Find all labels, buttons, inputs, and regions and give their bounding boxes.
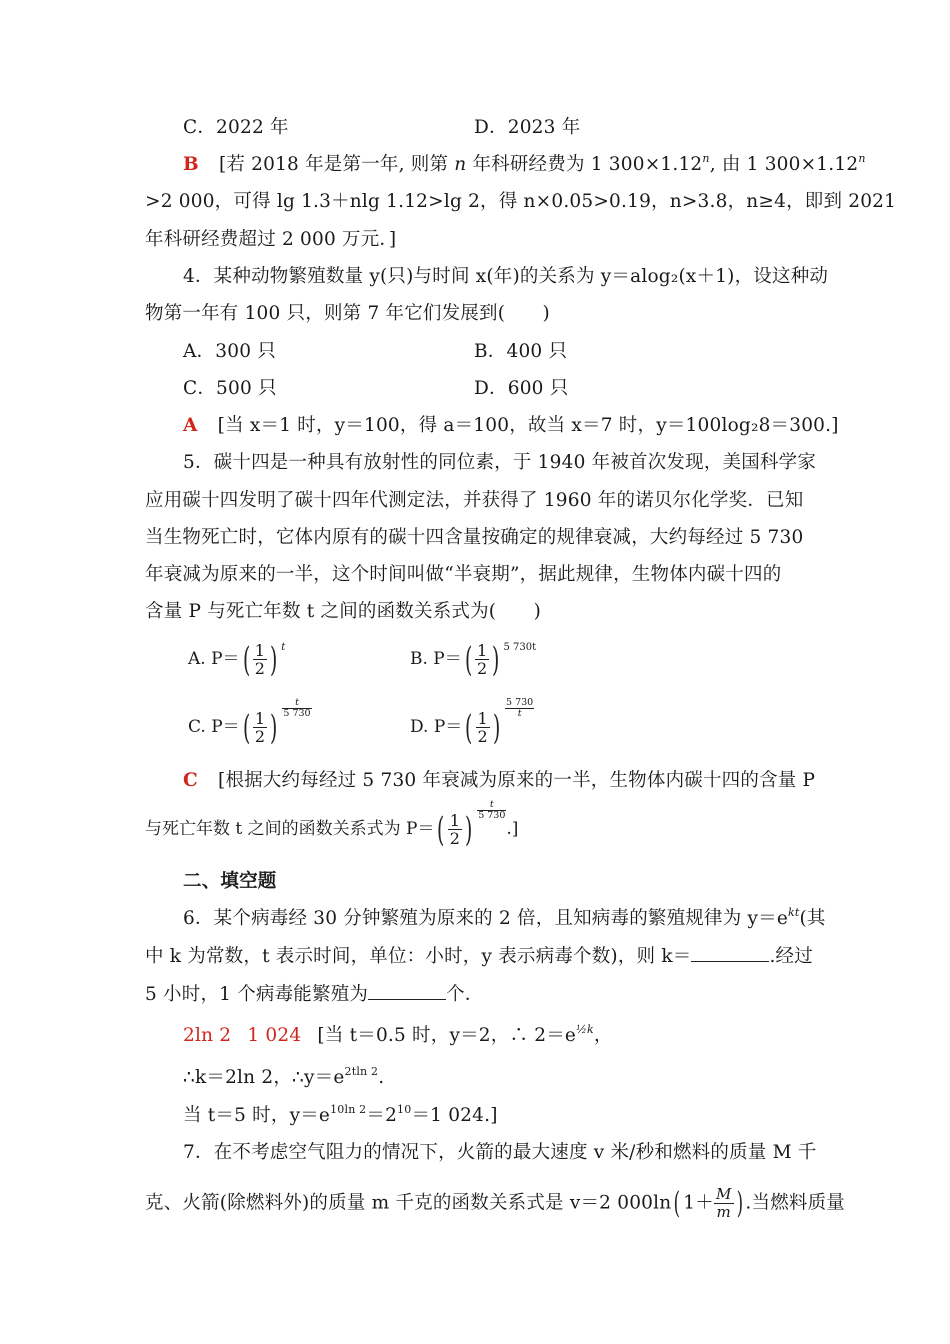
q5-option-c: C. P＝( $\frac{1}{2}$ ) $\frac{t}{5 730}$ <box>188 697 311 748</box>
fill-blank <box>368 981 446 1000</box>
answer-text: 年科研经费为 1 300×1.12 <box>466 154 703 175</box>
answer-text: [当 x＝1 时，y＝100，得 a＝100，故当 x＝7 时，y＝100log₂8＝300.] <box>217 415 839 436</box>
fraction: $\frac{1}{2}$ <box>254 641 265 678</box>
exponent-fraction: $\frac{5 730}{t}$ <box>506 697 534 719</box>
q6-answer-line3: 当 t＝5 时，$y=e^{10ln 2}=2^{10}=1$ 024.] <box>183 1103 498 1126</box>
q4-answer <box>183 413 839 439</box>
answer-var: n <box>454 154 467 175</box>
section-title: 二、填空题 <box>183 871 277 892</box>
q6-answer-line2: ∴k＝2ln 2，$\therefore y=e^{2tln 2}$. <box>183 1065 385 1088</box>
answer-letter: B <box>183 154 199 175</box>
q7-stem-line2: 克、火箭(除燃料外)的质量 m 千克的函数关系式是 v＝2 000ln( 1＋ $\frac{M}{m}$ ) .当燃料质量 <box>145 1185 846 1221</box>
q5-answer-line1 <box>183 768 815 794</box>
q4-option-d: D．600 只 <box>474 378 569 399</box>
answer-text: [根据大约每经过 5 730 年衰减为原来的一半，生物体内碳十四的含量 P <box>218 770 816 791</box>
option-label: C. P＝ <box>188 717 240 737</box>
option-label: B. P＝ <box>410 649 462 669</box>
fraction: $\frac{1}{2}$ <box>477 709 488 746</box>
option-label: A. P＝ <box>188 649 240 669</box>
q3-answer-line1 <box>183 152 866 178</box>
q5-stem-line3: 当生物死亡时，它体内原有的碳十四含量按确定的规律衰减，大约每经过 5 730 <box>145 527 804 548</box>
answer-text: , 由 1 300×1.12 <box>709 154 859 175</box>
answer-letter: A <box>183 415 198 436</box>
answer-text: [若 2018 年是第一年, 则第 <box>218 154 455 175</box>
answer-value: 2ln 2 <box>183 1025 232 1046</box>
answer-exponent: n <box>858 152 866 165</box>
q6-stem-line1: 6．某个病毒经 30 分钟繁殖为原来的 2 倍，且知病毒的繁殖规律为 $y=e^{kt}$(其 <box>183 906 826 929</box>
q6-stem-line3: 5 小时，1 个病毒能繁殖为 个． <box>145 981 484 1008</box>
q4-option-c: C．500 只 <box>183 378 277 399</box>
fraction: $\frac{1}{2}$ <box>254 709 266 746</box>
q5-stem-line2: 应用碳十四发明了碳十四年代测定法，并获得了 1960 年的诺贝尔化学奖．已知 <box>145 490 804 511</box>
answer-exponent: n <box>702 152 710 165</box>
q4-stem-line2: 物第一年有 100 只，则第 7 年它们发展到( ) <box>145 303 550 324</box>
answer-value: 1 024 <box>247 1025 302 1046</box>
q7-stem-line1: 7．在不考虑空气阻力的情况下，火箭的最大速度 v 米/秒和燃料的质量 M 千 <box>183 1142 817 1163</box>
q5-stem-line4: 年衰减为原来的一半，这个时间叫做“半衰期”，据此规律，生物体内碳十四的 <box>145 564 782 585</box>
q4-option-a: A．300 只 <box>183 341 276 362</box>
fraction: $\frac{M}{m}$ <box>715 1185 732 1221</box>
fraction: $\frac{1}{2}$ <box>449 811 460 848</box>
answer-text: .] <box>506 819 519 839</box>
q6-answer-line1: 2ln 2 1 024 [当 t＝0.5 时，y＝2，∴ $2=e^{\frac{1}{2}k}$， <box>183 1023 613 1046</box>
q5-stem-line5: 含量 P 与死亡年数 t 之间的函数关系式为( ) <box>145 601 542 622</box>
q5-option-b: B. P＝( $\frac{1}{2}$ ) $^{5 730t}$ <box>410 639 537 680</box>
answer-letter: C <box>183 770 198 791</box>
q6-stem-line2: 中 k 为常数，t 表示时间，单位：小时，y 表示病毒个数)，则 k＝ .经过 <box>145 943 813 970</box>
exponent: t <box>281 642 286 653</box>
q3-answer-line3: 年科研经费超过 2 000 万元．] <box>145 229 397 250</box>
exponent: 2tln 2 <box>344 1065 379 1078</box>
q4-option-b: B．400 只 <box>474 341 568 362</box>
q4-stem-line1: 4．某种动物繁殖数量 y(只)与时间 x(年)的关系为 y＝alog₂(x＋1)，设这种动 <box>183 266 829 287</box>
option-label: D. P＝ <box>410 717 463 737</box>
q3-option-c: C．2022 年 <box>183 117 289 138</box>
exponent: 10 <box>397 1103 412 1116</box>
exponent: ½k <box>576 1023 594 1036</box>
answer-text: [当 t＝0.5 时，y＝2，∴ 2＝e <box>317 1025 577 1046</box>
q5-stem-line1: 5．碳十四是一种具有放射性的同位素，于 1940 年被首次发现，美国科学家 <box>183 452 817 473</box>
exponent: kt <box>788 906 800 919</box>
exponent: 5 730t <box>503 642 537 653</box>
q5-option-a: A. P＝( $\frac{1}{2}$ ) $^t$ <box>188 639 286 680</box>
q5-option-d: D. P＝( $\frac{1}{2}$ ) $\frac{5 730}{t}$ <box>410 697 534 748</box>
q3-option-d: D．2023 年 <box>474 117 581 138</box>
q3-answer-line2: >2 000，可得 lg 1.3＋nlg 1.12>lg 2，得 n×0.05>0.19，n>3.8，n≥4，即到 2021 <box>145 191 897 212</box>
fill-blank <box>691 943 769 962</box>
exponent: 10ln 2 <box>330 1103 367 1116</box>
fraction: $\frac{1}{2}$ <box>477 641 488 678</box>
answer-text: 与死亡年数 t 之间的函数关系式为 P＝ <box>145 819 435 839</box>
exponent-fraction: $\frac{t}{5 730}$ <box>283 697 311 719</box>
q5-answer-line2: 与死亡年数 t 之间的函数关系式为 P＝( $\frac{1}{2}$ ) $\frac{t}{5 730}$ .] <box>145 799 519 850</box>
exponent-fraction: $\frac{t}{5 730}$ <box>478 799 506 821</box>
